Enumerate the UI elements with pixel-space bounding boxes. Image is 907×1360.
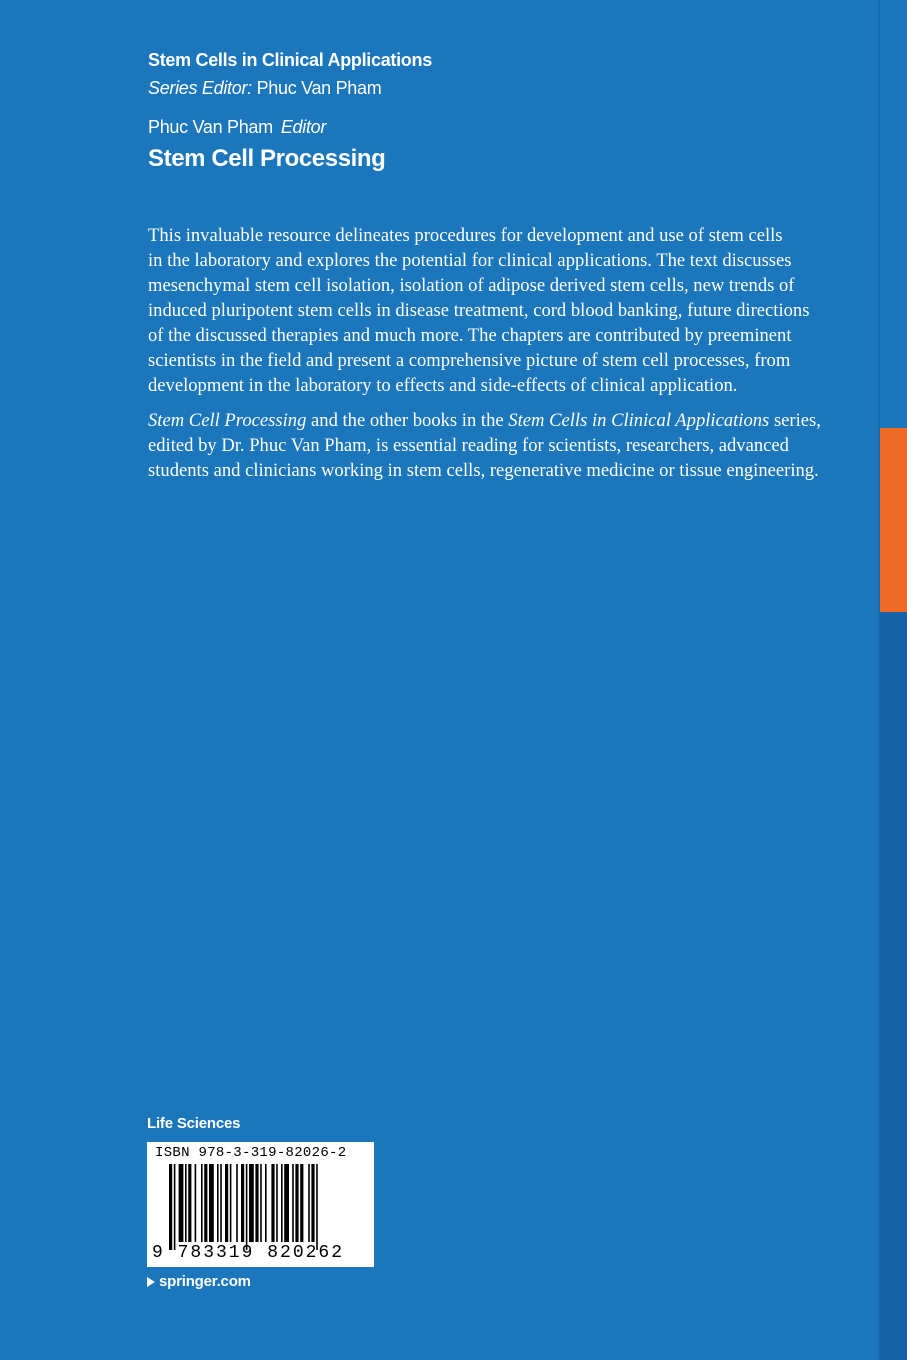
barcode-bar	[220, 1164, 222, 1242]
barcode-bar	[174, 1164, 176, 1250]
series-title-reference: Stem Cells in Clinical Applications	[508, 410, 770, 431]
series-editor	[148, 78, 381, 99]
description-line: scientists in the field and present a comprehensive picture of stem cell processes, from	[148, 350, 791, 371]
arrow-right-icon	[147, 1277, 155, 1287]
description-line: This invaluable resource delineates procedures for development and use of stem cells	[148, 225, 783, 246]
barcode-bar	[241, 1164, 244, 1242]
description-line: induced pluripotent stem cells in disease treatment, cord blood banking, future directions	[148, 300, 810, 321]
description-line: students and clinicians working in stem cells, regenerative medicine or tissue engineering.	[148, 460, 819, 481]
barcode-bar	[169, 1164, 172, 1250]
barcode-bar	[195, 1164, 197, 1242]
barcode-bar	[230, 1164, 232, 1242]
subject-category: Life Sciences	[147, 1115, 241, 1132]
barcode-bar	[316, 1164, 318, 1250]
description-text: series,	[769, 410, 821, 431]
description-line: of the discussed therapies and much more. The chapters are contributed by preeminent	[148, 325, 792, 346]
series-editor-label: Series Editor:	[148, 78, 252, 98]
barcode-bar	[204, 1164, 207, 1242]
book-editor	[148, 117, 326, 138]
book-editor-role: Editor	[280, 117, 327, 137]
spine-orange-band	[880, 428, 907, 612]
description-line: in the laboratory and explores the potential for clinical applications. The text discusses	[148, 250, 792, 271]
description-line: development in the laboratory to effects and side-effects of clinical application.	[148, 375, 738, 396]
isbn-number: ISBN 978-3-319-82026-2	[155, 1145, 347, 1161]
publisher-website-label: springer.com	[159, 1273, 251, 1290]
series-editor-name: Phuc Van Pham	[256, 78, 382, 98]
barcode-bar	[284, 1164, 289, 1242]
spine-top-band	[880, 0, 907, 428]
barcode-bar	[217, 1164, 219, 1242]
publisher-website[interactable]	[147, 1273, 251, 1290]
barcode-bar	[209, 1164, 214, 1242]
barcode-bar	[246, 1164, 248, 1250]
barcode-bar	[201, 1164, 203, 1242]
description-paragraph-2	[148, 408, 838, 483]
description-line: mesenchymal stem cell isolation, isolation of adipose derived stem cells, new trends of	[148, 275, 795, 296]
barcode-bar	[260, 1164, 262, 1242]
barcode-bar	[271, 1164, 274, 1242]
barcode-bar	[292, 1164, 294, 1242]
description-line: edited by Dr. Phuc Van Pham, is essential reading for scientists, researchers, advanced	[148, 435, 789, 456]
barcode-bar	[295, 1164, 298, 1242]
barcode-bar	[300, 1164, 303, 1242]
barcode-bar	[225, 1164, 228, 1242]
barcode-bar	[249, 1164, 254, 1242]
barcode-bar	[265, 1164, 267, 1242]
barcode-bar	[308, 1164, 310, 1242]
description-paragraph-1	[148, 223, 838, 398]
ean-digits: 9 783319 820262	[152, 1243, 345, 1263]
series-title: Stem Cells in Clinical Applications	[148, 50, 432, 70]
description-line	[148, 408, 838, 433]
isbn-barcode	[147, 1142, 374, 1267]
barcode-bar	[236, 1164, 238, 1242]
book-editor-name: Phuc Van Pham	[148, 117, 273, 137]
book-title: Stem Cell Processing	[148, 145, 386, 172]
barcode-bar	[185, 1164, 187, 1242]
barcode-bar	[255, 1164, 258, 1242]
barcode-bar	[311, 1164, 314, 1242]
barcode-bar	[281, 1164, 283, 1242]
barcode-bar	[276, 1164, 278, 1242]
spine-bottom-band	[880, 612, 907, 1360]
book-title-reference: Stem Cell Processing	[148, 410, 307, 431]
barcode-bar	[179, 1164, 184, 1242]
description-text: and the other books in the	[306, 410, 509, 431]
barcode-bar	[188, 1164, 191, 1242]
